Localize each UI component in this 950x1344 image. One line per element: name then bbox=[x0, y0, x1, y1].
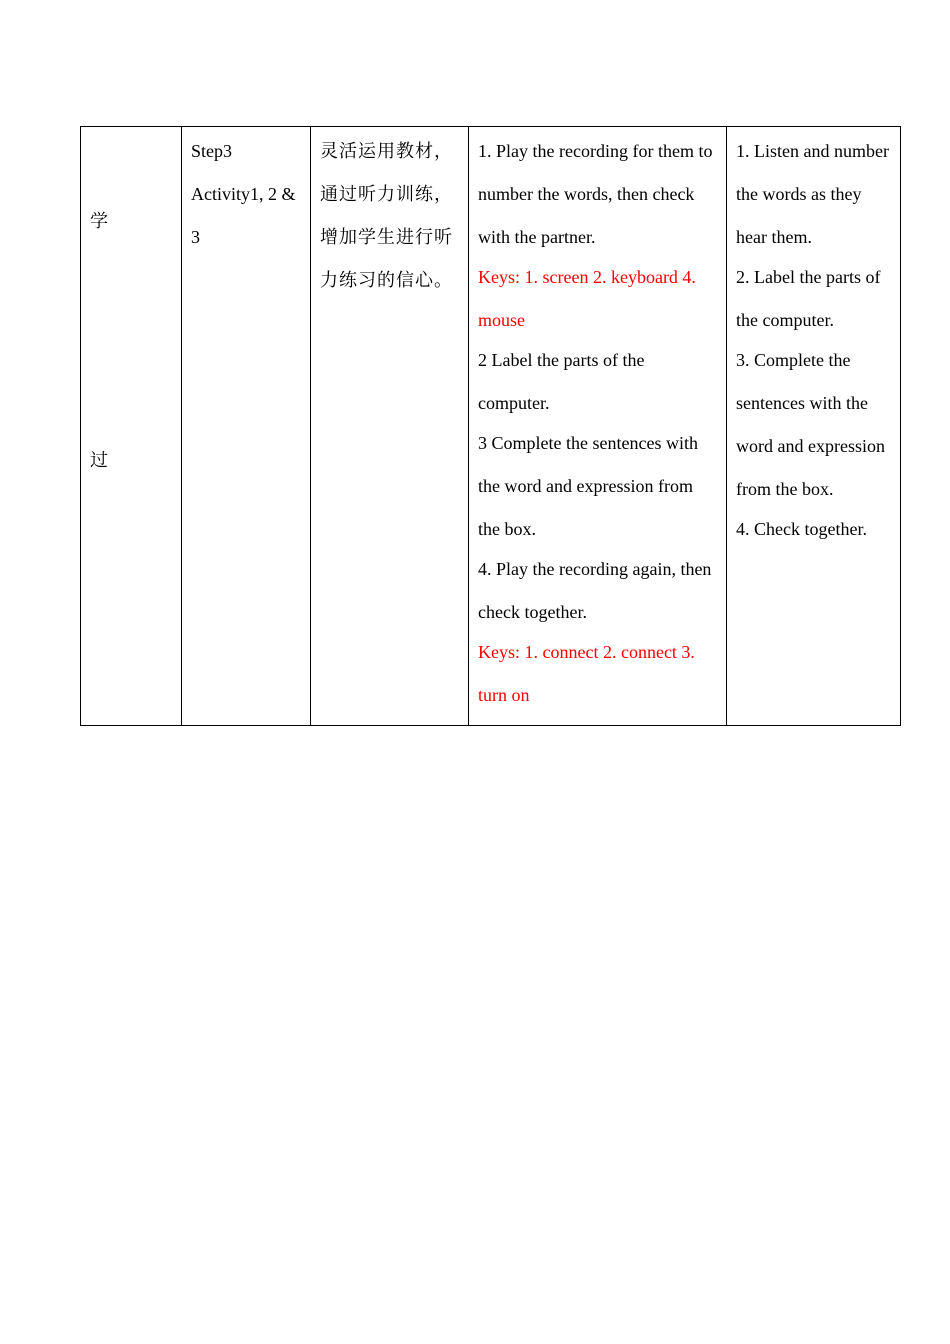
step-activities: Activity1, 2 & 3 bbox=[191, 184, 296, 247]
section-label-char: 学 bbox=[90, 211, 108, 232]
answer-keys-paragraph: Keys: 1. connect 2. connect 3. turn on bbox=[478, 642, 695, 705]
table-row bbox=[81, 127, 901, 726]
aim-cell bbox=[311, 127, 469, 726]
teacher-activities-cell bbox=[469, 127, 727, 726]
section-label-char: 过 bbox=[90, 450, 108, 471]
step-cell bbox=[182, 127, 311, 726]
teacher-activity-paragraph: 2 Label the parts of the computer. bbox=[478, 350, 645, 413]
teacher-activity-paragraph: 3 Complete the sentences with the word and expression from the box. bbox=[478, 433, 698, 539]
aim-text: 灵活运用教材，通过听力训练，增加学生进行听力练习的信心。 bbox=[320, 141, 453, 291]
teacher-activity-paragraph: 4. Play the recording again, then check together. bbox=[478, 559, 712, 622]
student-activity-paragraph: 3. Complete the sentences with the word and expression from the box. bbox=[736, 350, 885, 499]
teacher-activity-paragraph: 1. Play the recording for them to number the words, then check with the partner. bbox=[478, 141, 713, 247]
lesson-plan-table bbox=[80, 126, 901, 726]
step-title: Step3 bbox=[191, 141, 233, 161]
student-activity-paragraph: 2. Label the parts of the computer. bbox=[736, 267, 881, 330]
answer-keys-paragraph: Keys: 1. screen 2. keyboard 4. mouse bbox=[478, 267, 696, 330]
student-activities-cell bbox=[727, 127, 901, 726]
section-cell bbox=[81, 127, 182, 726]
student-activity-paragraph: 1. Listen and number the words as they hear them. bbox=[736, 141, 889, 247]
student-activity-paragraph: 4. Check together. bbox=[736, 519, 867, 539]
